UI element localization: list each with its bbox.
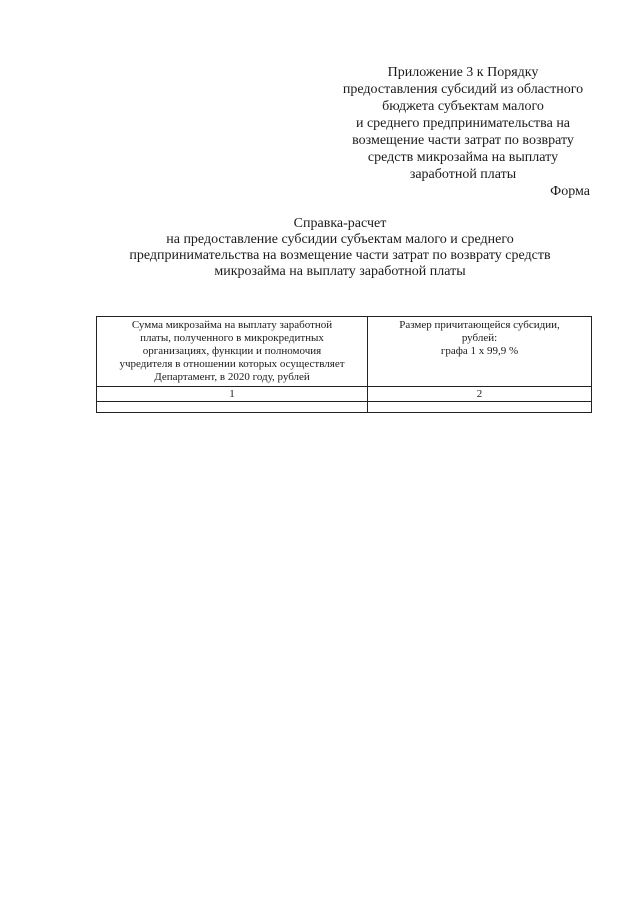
appendix-line: бюджета субъектам малого [382, 99, 544, 114]
appendix-line: средств микрозайма на выплату [367, 150, 559, 165]
form-label: Форма [550, 184, 590, 199]
title-line: предпринимательства на возмещение части затрат по возврату средств [129, 248, 551, 263]
header-line: организациях, функции и полномочия [142, 345, 322, 357]
appendix-line: заработной платы [409, 167, 517, 182]
header-line: Департамент, в 2020 году, рублей [154, 371, 310, 383]
title-line: на предоставление субсидии субъектам малого и среднего [166, 232, 514, 247]
table-row [97, 402, 592, 413]
header-line: рублей: [461, 332, 498, 344]
appendix-header [318, 64, 608, 183]
calculation-table [96, 316, 592, 413]
header-line: Сумма микрозайма на выплату заработной [131, 319, 333, 331]
table-cell [368, 402, 592, 413]
header-line: графа 1 х 99,9 % [440, 345, 519, 357]
header-line: платы, полученного в микрокредитных [140, 332, 324, 344]
appendix-line: возмещение части затрат по возврату [352, 133, 574, 148]
appendix-line: Приложение 3 к Порядку [387, 65, 539, 80]
header-line: Размер причитающейся субсидии, [399, 319, 560, 331]
table-cell [97, 402, 368, 413]
table-header-row [97, 317, 592, 387]
header-cell-loan-amount [97, 317, 368, 387]
column-number-cell: 1 [97, 387, 368, 402]
title-line: микрозайма на выплату заработной платы [214, 264, 466, 279]
title-line: Справка-расчет [293, 216, 387, 231]
column-number-cell: 2 [368, 387, 592, 402]
appendix-line: и среднего предпринимательства на [355, 116, 571, 131]
appendix-line: предоставления субсидий из областного [342, 82, 584, 97]
document-title [90, 216, 590, 280]
header-cell-subsidy-amount [368, 317, 592, 387]
header-line: учредителя в отношении которых осуществляет [119, 358, 345, 370]
column-number-row [97, 387, 592, 402]
